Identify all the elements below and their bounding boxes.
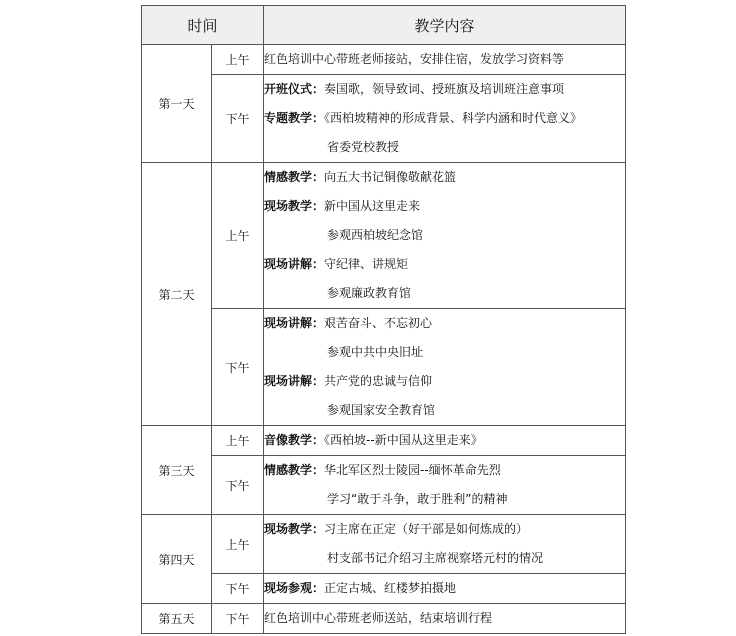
table-row: [142, 75, 626, 163]
line-category: 现场教学：: [264, 199, 325, 213]
content-line: [264, 309, 625, 338]
content-line: [264, 574, 625, 603]
line-text: 《西柏坡--新中国从这里走来》: [324, 433, 483, 447]
day-label: 第四天: [142, 515, 212, 604]
table-row: [142, 163, 626, 309]
day-label: 第三天: [142, 426, 212, 515]
line-category: 现场讲解：: [264, 316, 325, 330]
period-label: 上午: [212, 426, 264, 456]
line-text: 新中国从这里走来: [324, 199, 421, 213]
content-line: [264, 279, 625, 308]
content-line: [264, 75, 625, 104]
line-text: 守纪律、讲规矩: [324, 257, 409, 271]
line-category: 情感教学：: [264, 170, 325, 184]
content-cell: [264, 456, 626, 515]
table-row: [142, 45, 626, 75]
period-label: 下午: [212, 75, 264, 163]
line-text: 村支部书记介绍习主席视察塔元村的情况: [327, 551, 544, 565]
day-label: 第二天: [142, 163, 212, 426]
content-line: [264, 604, 625, 633]
content-line: [264, 426, 625, 455]
schedule-table: [141, 5, 626, 634]
line-text: 向五大书记铜像敬献花篮: [324, 170, 457, 184]
line-text: 参观廉政教育馆: [327, 286, 412, 300]
content-line: [264, 104, 625, 133]
line-text: 共产党的忠诚与信仰: [324, 374, 433, 388]
period-label: 上午: [212, 515, 264, 574]
content-line: [264, 250, 625, 279]
content-cell: [264, 515, 626, 574]
period-label: 上午: [212, 163, 264, 309]
day-label: 第一天: [142, 45, 212, 163]
table-row: [142, 574, 626, 604]
line-text: 奏国歌，领导致词、授班旗及培训班注意事项: [324, 82, 565, 96]
content-cell: [264, 309, 626, 426]
line-category: 现场教学：: [264, 522, 325, 536]
line-text: 习主席在正定（好干部是如何炼成的）: [324, 522, 529, 536]
line-category: 开班仪式：: [264, 82, 325, 96]
content-line: [264, 515, 625, 544]
line-text: 学习“敢于斗争，敢于胜利”的精神: [327, 492, 508, 506]
table-row: [142, 309, 626, 426]
table-row: [142, 426, 626, 456]
line-category: 现场讲解：: [264, 374, 325, 388]
line-text: 参观国家安全教育馆: [327, 403, 436, 417]
content-line: [264, 133, 625, 162]
period-label: 上午: [212, 45, 264, 75]
line-category: 现场讲解：: [264, 257, 325, 271]
content-cell: [264, 574, 626, 604]
content-cell: [264, 163, 626, 309]
line-category: 现场参观：: [264, 581, 325, 595]
content-line: [264, 396, 625, 425]
period-label: 下午: [212, 574, 264, 604]
content-cell: [264, 45, 626, 75]
content-line: [264, 221, 625, 250]
content-line: [264, 338, 625, 367]
line-text: 艰苦奋斗、不忘初心: [324, 316, 433, 330]
content-line: [264, 45, 625, 74]
line-text: 红色培训中心带班老师接站，安排住宿，发放学习资料等: [264, 52, 565, 66]
line-category: 音像教学：: [264, 433, 325, 447]
content-cell: [264, 75, 626, 163]
table-row: [142, 515, 626, 574]
line-text: 参观西柏坡纪念馆: [327, 228, 424, 242]
table-row: [142, 604, 626, 634]
line-text: 红色培训中心带班老师送站，结束培训行程: [264, 611, 493, 625]
period-label: 下午: [212, 604, 264, 634]
header-content: 教学内容: [264, 6, 626, 45]
period-label: 下午: [212, 456, 264, 515]
period-label: 下午: [212, 309, 264, 426]
day-label: 第五天: [142, 604, 212, 634]
line-text: 参观中共中央旧址: [327, 345, 424, 359]
line-text: 《西柏坡精神的形成背景、科学内涵和时代意义》: [324, 111, 583, 125]
table-row: [142, 456, 626, 515]
content-line: [264, 544, 625, 573]
line-category: 情感教学：: [264, 463, 325, 477]
content-line: [264, 367, 625, 396]
line-text: 华北军区烈士陵园--缅怀革命先烈: [324, 463, 501, 477]
content-cell: [264, 604, 626, 634]
content-line: [264, 163, 625, 192]
line-text: 正定古城、红楼梦拍摄地: [324, 581, 457, 595]
content-cell: [264, 426, 626, 456]
content-line: [264, 456, 625, 485]
line-category: 专题教学：: [264, 111, 325, 125]
line-text: 省委党校教授: [327, 140, 400, 154]
content-line: [264, 485, 625, 514]
content-line: [264, 192, 625, 221]
header-time: 时间: [142, 6, 264, 45]
header-row: [142, 6, 626, 45]
